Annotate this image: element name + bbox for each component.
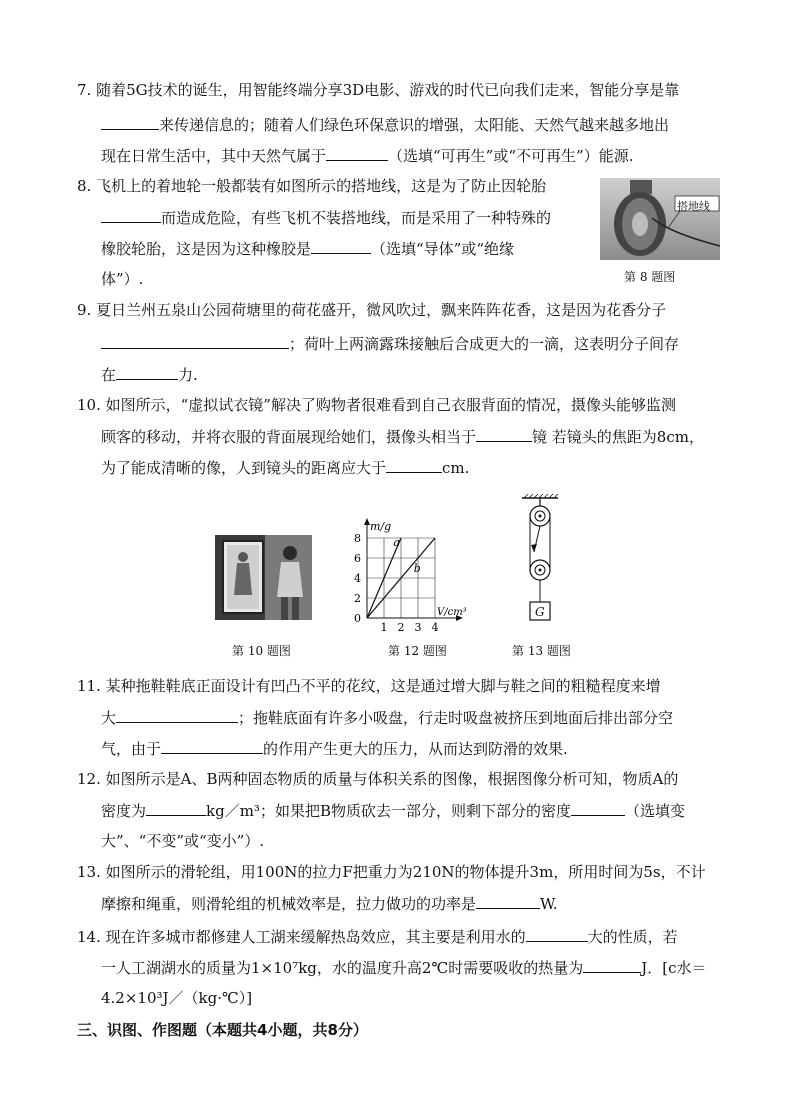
q12-mass-volume-chart bbox=[345, 514, 495, 632]
q8-number: 8. bbox=[77, 177, 92, 195]
q14-line-1: 14. 现在许多城市都修建人工湖来缓解热岛效应，其主要是利用水的 大的性质，若 bbox=[77, 928, 678, 946]
answer-blank[interactable] bbox=[311, 238, 371, 254]
answer-blank[interactable] bbox=[101, 333, 289, 349]
series-label-b: b bbox=[413, 562, 421, 575]
q11-line-3: 气，由于 的作用产生更大的压力，从而达到防滑的效果. bbox=[101, 740, 568, 758]
q10-figure-caption: 第 10 题图 bbox=[232, 644, 291, 658]
q12-figure-caption: 第 12 题图 bbox=[388, 644, 447, 658]
q13-line-2: 摩擦和绳重，则滑轮组的机械效率是，拉力做功的功率是 W. bbox=[101, 895, 558, 913]
q9-line-3: 在 力. bbox=[101, 366, 198, 384]
y-axis-label: m/g bbox=[370, 520, 392, 533]
answer-blank[interactable] bbox=[161, 738, 263, 754]
answer-blank[interactable] bbox=[101, 114, 159, 130]
y-tick-label: 0 bbox=[354, 612, 361, 625]
x-tick-label: 4 bbox=[431, 621, 439, 632]
x-axis-label: V/cm³ bbox=[437, 607, 467, 618]
q8-line-3: 橡胶轮胎，这是因为这种橡胶是 （选填“导体”或“绝缘 bbox=[101, 240, 515, 258]
q8-line-4: 体”）. bbox=[101, 270, 144, 288]
q13-line-1: 13. 如图所示的滑轮组，用100N的拉力F把重力为210N的物体提升3m，所用时间为5s，不计 bbox=[77, 863, 706, 881]
answer-blank[interactable] bbox=[476, 426, 532, 442]
y-tick-label: 4 bbox=[354, 572, 361, 585]
x-tick-label: 3 bbox=[414, 621, 422, 632]
q10-number: 10. bbox=[77, 396, 101, 414]
weight-label: G bbox=[535, 605, 545, 619]
q7-line-3: 现在日常生活中，其中天然气属于 （选填“可再生”或“不可再生”）能源. bbox=[101, 147, 634, 165]
q13-figure-caption: 第 13 题图 bbox=[512, 644, 571, 658]
answer-blank[interactable] bbox=[386, 457, 442, 473]
q8-wheel-figure bbox=[600, 178, 720, 260]
section-3-heading: 三、识图、作图题（本题共4小题，共8分） bbox=[77, 1021, 368, 1039]
q8-figure-label: 搭地线 bbox=[677, 200, 710, 213]
q9-number: 9. bbox=[77, 301, 92, 319]
q13-number: 13. bbox=[77, 863, 101, 881]
q8-line-2: 而造成危险，有些飞机不装搭地线，而是采用了一种特殊的 bbox=[101, 207, 551, 228]
q7-line-2: 来传递信息的；随着人们绿色环保意识的增强，太阳能、天然气越来越多地出 bbox=[101, 114, 669, 135]
x-tick-label: 1 bbox=[380, 621, 388, 632]
q8-line-1: 8. 飞机上的着地轮一般都装有如图所示的搭地线，这是为了防止因轮胎 bbox=[77, 177, 547, 195]
q11-line-2: 大 ；拖鞋底面有许多小吸盘，行走时吸盘被挤压到地面后排出部分空 bbox=[101, 709, 674, 727]
q9-line-1: 9. 夏日兰州五泉山公园荷塘里的荷花盛开，微风吹过，飘来阵阵花香，这是因为花香分子 bbox=[77, 301, 667, 319]
q10-mirror-photo bbox=[215, 535, 312, 620]
answer-blank[interactable] bbox=[476, 893, 540, 909]
q14-line-3: 4.2×10³J／（kg·℃）] bbox=[101, 989, 253, 1007]
answer-blank[interactable] bbox=[101, 207, 161, 223]
answer-blank[interactable] bbox=[583, 957, 641, 973]
y-tick-label: 8 bbox=[354, 532, 361, 545]
q11-line-1: 11. 某种拖鞋鞋底正面设计有凹凸不平的花纹，这是通过增大脚与鞋之间的粗糙程度来增 bbox=[77, 677, 661, 695]
answer-blank[interactable] bbox=[116, 707, 238, 723]
answer-blank[interactable] bbox=[526, 926, 588, 942]
q12-line-3: 大”、“不变”或“变小”）. bbox=[101, 832, 265, 850]
answer-blank[interactable] bbox=[116, 364, 178, 380]
q7-number: 7. bbox=[77, 81, 92, 99]
series-label-a: a bbox=[393, 536, 400, 549]
q9-line-2: ；荷叶上两滴露珠接触后合成更大的一滴，这表明分子间存 bbox=[101, 333, 679, 354]
q10-line-3: 为了能成清晰的像，人到镜头的距离应大于 cm. bbox=[101, 459, 470, 477]
q12-line-1: 12. 如图所示是A、B两种固态物质的质量与体积关系的图像，根据图像分析可知，物质A的 bbox=[77, 770, 679, 788]
y-tick-label: 2 bbox=[354, 592, 361, 605]
x-tick-label: 2 bbox=[397, 621, 405, 632]
q12-number: 12. bbox=[77, 770, 101, 788]
answer-blank[interactable] bbox=[326, 145, 388, 161]
q10-line-1: 10. 如图所示，“虚拟试衣镜”解决了购物者很难看到自己衣服背面的情况，摄像头能够监测 bbox=[77, 396, 676, 414]
answer-blank[interactable] bbox=[571, 800, 625, 816]
q10-line-2: 顾客的移动，并将衣服的背面展现给她们，摄像头相当于 镜 若镜头的焦距为8cm， bbox=[101, 428, 704, 446]
q12-line-2: 密度为 kg／m³；如果把B物质砍去一部分，则剩下部分的密度 （选填变 bbox=[101, 802, 685, 820]
answer-blank[interactable] bbox=[146, 800, 206, 816]
q11-number: 11. bbox=[77, 677, 101, 695]
q14-number: 14. bbox=[77, 928, 101, 946]
y-tick-label: 6 bbox=[354, 552, 361, 565]
q7-line-1: 7. 随着5G技术的诞生，用智能终端分享3D电影、游戏的时代已向我们走来，智能分享是靠 bbox=[77, 81, 680, 99]
q14-line-2: 一人工湖湖水的质量为1×10⁷kg，水的温度升高2℃时需要吸收的热量为 J．[c水＝ bbox=[101, 959, 707, 977]
q8-figure-caption: 第 8 题图 bbox=[624, 270, 676, 284]
